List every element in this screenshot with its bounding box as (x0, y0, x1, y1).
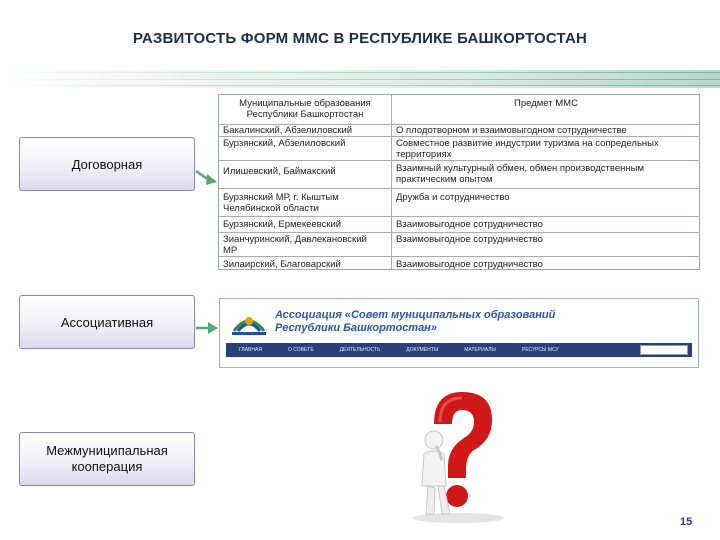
page-title: РАЗВИТОСТЬ ФОРМ ММС В РЕСПУБЛИКЕ БАШКОРТОСТАН (132, 30, 588, 47)
arrow-icon (195, 318, 221, 338)
label-mezhmunicipalnaya-text: Межмуниципальная кооперация (46, 443, 168, 474)
label-associativnaya-text: Ассоциативная (60, 314, 154, 330)
nav-item[interactable]: О СОВЕТЕ (287, 347, 314, 353)
table-cell: Взаимовыгодное сотрудничество (396, 259, 543, 270)
search-input[interactable] (640, 345, 688, 355)
table-cell: Зианчуринский, Давлекановский МР (223, 234, 367, 256)
table-cell: Зилаирский, Благоварский (223, 259, 341, 270)
table-cell: Илишевский, Баймакский (223, 166, 336, 177)
label-dogovornaya-text: Договорная (71, 156, 143, 172)
association-logo-icon (228, 305, 270, 339)
mms-table (218, 94, 700, 270)
table-cell: Дружба и сотрудничество (396, 192, 510, 203)
table-cell: Взаимный культурный обмен, обмен производственным практическим опытом (396, 163, 644, 185)
label-dogovornaya (19, 137, 195, 191)
nav-item[interactable]: МАТЕРИАЛЫ (464, 347, 496, 353)
nav-item[interactable]: ДЕЯТЕЛЬНОСТЬ (339, 347, 381, 353)
table-header-municipalities: Муниципальные образования Республики Башкортостан (239, 98, 371, 120)
table-cell: Совместное развитие индустрии туризма на сопредельных территориях (396, 138, 659, 160)
label-associativnaya (19, 295, 195, 349)
table-header-subject: Предмет ММС (514, 98, 578, 109)
table-cell: Бурзянский, Ермекеевский (223, 219, 342, 230)
association-title: Ассоциация «Совет муниципальных образований Республики Башкортостан» (275, 309, 556, 334)
association-website-banner (219, 298, 699, 368)
table-cell: Взаимовыгодное сотрудничество (396, 219, 543, 230)
nav-item[interactable]: РЕСУРСЫ МСУ (521, 347, 559, 353)
table-cell: Бакалинский, Абзелиловский (223, 125, 353, 136)
table-cell: Бурзянский, Абзелиловский (223, 138, 346, 149)
nav-item[interactable]: ГЛАВНАЯ (239, 347, 262, 353)
question-mark-figure-icon (400, 382, 520, 524)
nav-item[interactable]: ДОКУМЕНТЫ (406, 347, 439, 353)
table-cell: О плодотворном и взаимовыгодном сотрудничестве (396, 125, 627, 136)
table-cell: Бурзянский МР, г. Кыштым Челябинской области (223, 192, 339, 214)
table-cell: Взаимовыгодное сотрудничество (396, 234, 543, 245)
association-nav (226, 343, 692, 357)
page-number: 15 (680, 516, 693, 528)
header-band (0, 70, 720, 88)
label-mezhmunicipalnaya (19, 432, 195, 486)
